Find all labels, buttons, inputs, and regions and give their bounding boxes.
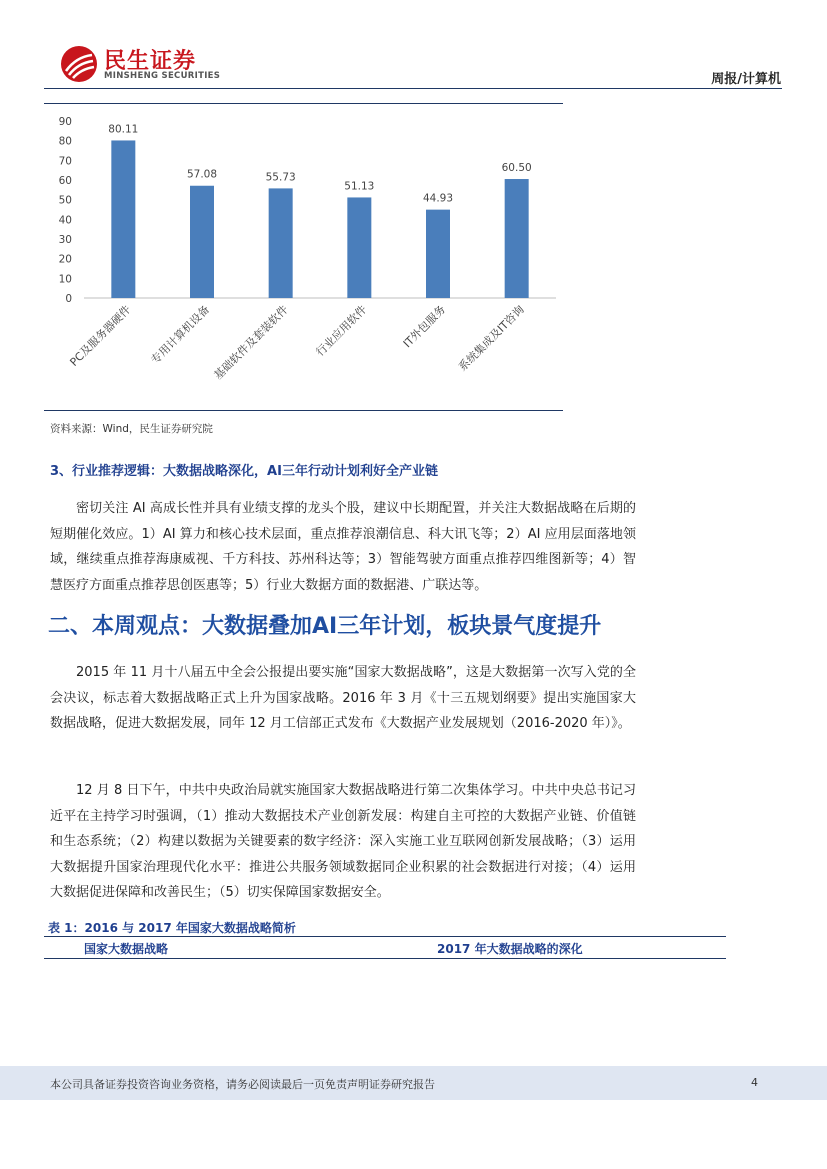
table-title: 表 1：2016 与 2017 年国家大数据战略简析 — [48, 921, 296, 935]
bar — [269, 188, 293, 298]
page-number: 4 — [751, 1076, 758, 1089]
section-2-paragraph-1: 2015 年 11 月十八届五中全会公报提出要实施“国家大数据战略”，这是大数据第一次写入党的全会决议，标志着大数据战略正式上升为国家战略。2016 年 3 月《十三五规划纲要》提出实施国家大数据战略，促进大数据发展，同年 12 月工信部正式发布《大数据产业发展规划（2016-2020 年）》。 — [50, 665, 636, 731]
bar-value-label: 60.50 — [501, 162, 532, 175]
x-category-label: 系统集成及IT咨询 — [456, 302, 527, 374]
bar-value-label: 57.08 — [186, 168, 218, 181]
y-tick-label: 70 — [58, 155, 72, 168]
bar — [426, 210, 450, 298]
header-divider — [44, 88, 782, 89]
bar-chart — [44, 108, 563, 410]
bar-value-label: 55.73 — [265, 171, 296, 184]
y-tick-label: 20 — [58, 253, 72, 266]
footer-disclaimer: 本公司具备证券投资咨询业务资格，请务必阅读最后一页免责声明证券研究报告 — [50, 1078, 435, 1091]
y-tick-label: 30 — [58, 234, 72, 246]
logo-title: 民生证券 — [104, 49, 197, 74]
section-3-body: 密切关注 AI 高成长性并具有业绩支撑的龙头个股，建议中长期配置，并关注大数据战略在后期的短期催化效应。1）AI 算力和核心技术层面，重点推荐浪潮信息、科大讯飞等；2）AI 应用层面落地领域，继续重点推荐海康威视、千方科技、苏州科达等；3）智能驾驶方面重点推荐四维图新等；4）智慧医疗方面重点推荐思创医惠等；5）行业大数据方面的数据港、广联达等。 — [50, 501, 636, 593]
section-2-paragraph-2: 12 月 8 日下午，中共中央政治局就实施国家大数据战略进行第二次集体学习。中共中央总书记习近平在主持学习时强调，（1）推动大数据技术产业创新发展：构建自主可控的大数据产业链、价值链和生态系统；（2）构建以数据为关键要素的数字经济：深入实施工业互联网创新发展战略；（3）运用大数据提升国家治理现代化水平：推进公共服务领域数据同企业积累的社会数据进行对接；（4）运用大数据促进保障和改善民生；（5）切实保障国家数据安全。 — [50, 783, 636, 900]
bar-value-label: 80.11 — [108, 123, 139, 136]
bar-value-label: 44.93 — [422, 192, 454, 205]
logo-subtitle: MINSHENG SECURITIES — [104, 71, 221, 81]
bar-value-label: 51.13 — [344, 180, 375, 193]
y-tick-label: 40 — [58, 214, 72, 227]
figure-top-rule — [44, 103, 563, 104]
y-tick-label: 80 — [58, 135, 72, 148]
x-category-label: 基础软件及套装软件 — [211, 302, 291, 383]
table-header-rule — [44, 958, 726, 959]
bar — [190, 186, 214, 298]
figure-bottom-rule — [44, 410, 563, 411]
x-category-label: IT外包服务 — [400, 302, 449, 351]
x-category-label: PC及服务器硬件 — [67, 302, 134, 369]
y-tick-label: 90 — [58, 116, 72, 128]
table-header-col-1: 国家大数据战略 — [84, 942, 169, 956]
table-header-col-2: 2017 年大数据战略的深化 — [437, 942, 583, 956]
x-category-label: 专用计算机设备 — [148, 302, 213, 367]
figure-source: 资料来源：Wind，民生证券研究院 — [50, 423, 213, 435]
bar — [111, 140, 135, 298]
y-tick-label: 60 — [58, 175, 72, 187]
document-type: 周报/计算机 — [711, 72, 781, 87]
minsheng-logo-icon — [60, 45, 98, 83]
y-tick-label: 0 — [65, 293, 72, 305]
bar — [347, 197, 371, 298]
y-tick-label: 50 — [58, 194, 72, 207]
section-3-heading: 3、行业推荐逻辑：大数据战略深化，AI三年行动计划利好全产业链 — [50, 464, 438, 479]
section-2-heading: 二、本周观点：大数据叠加AI三年计划，板块景气度提升 — [48, 614, 602, 639]
table-top-rule — [44, 936, 726, 937]
x-category-label: 行业应用软件 — [313, 302, 370, 359]
y-tick-label: 10 — [58, 273, 72, 286]
bar — [505, 179, 529, 298]
